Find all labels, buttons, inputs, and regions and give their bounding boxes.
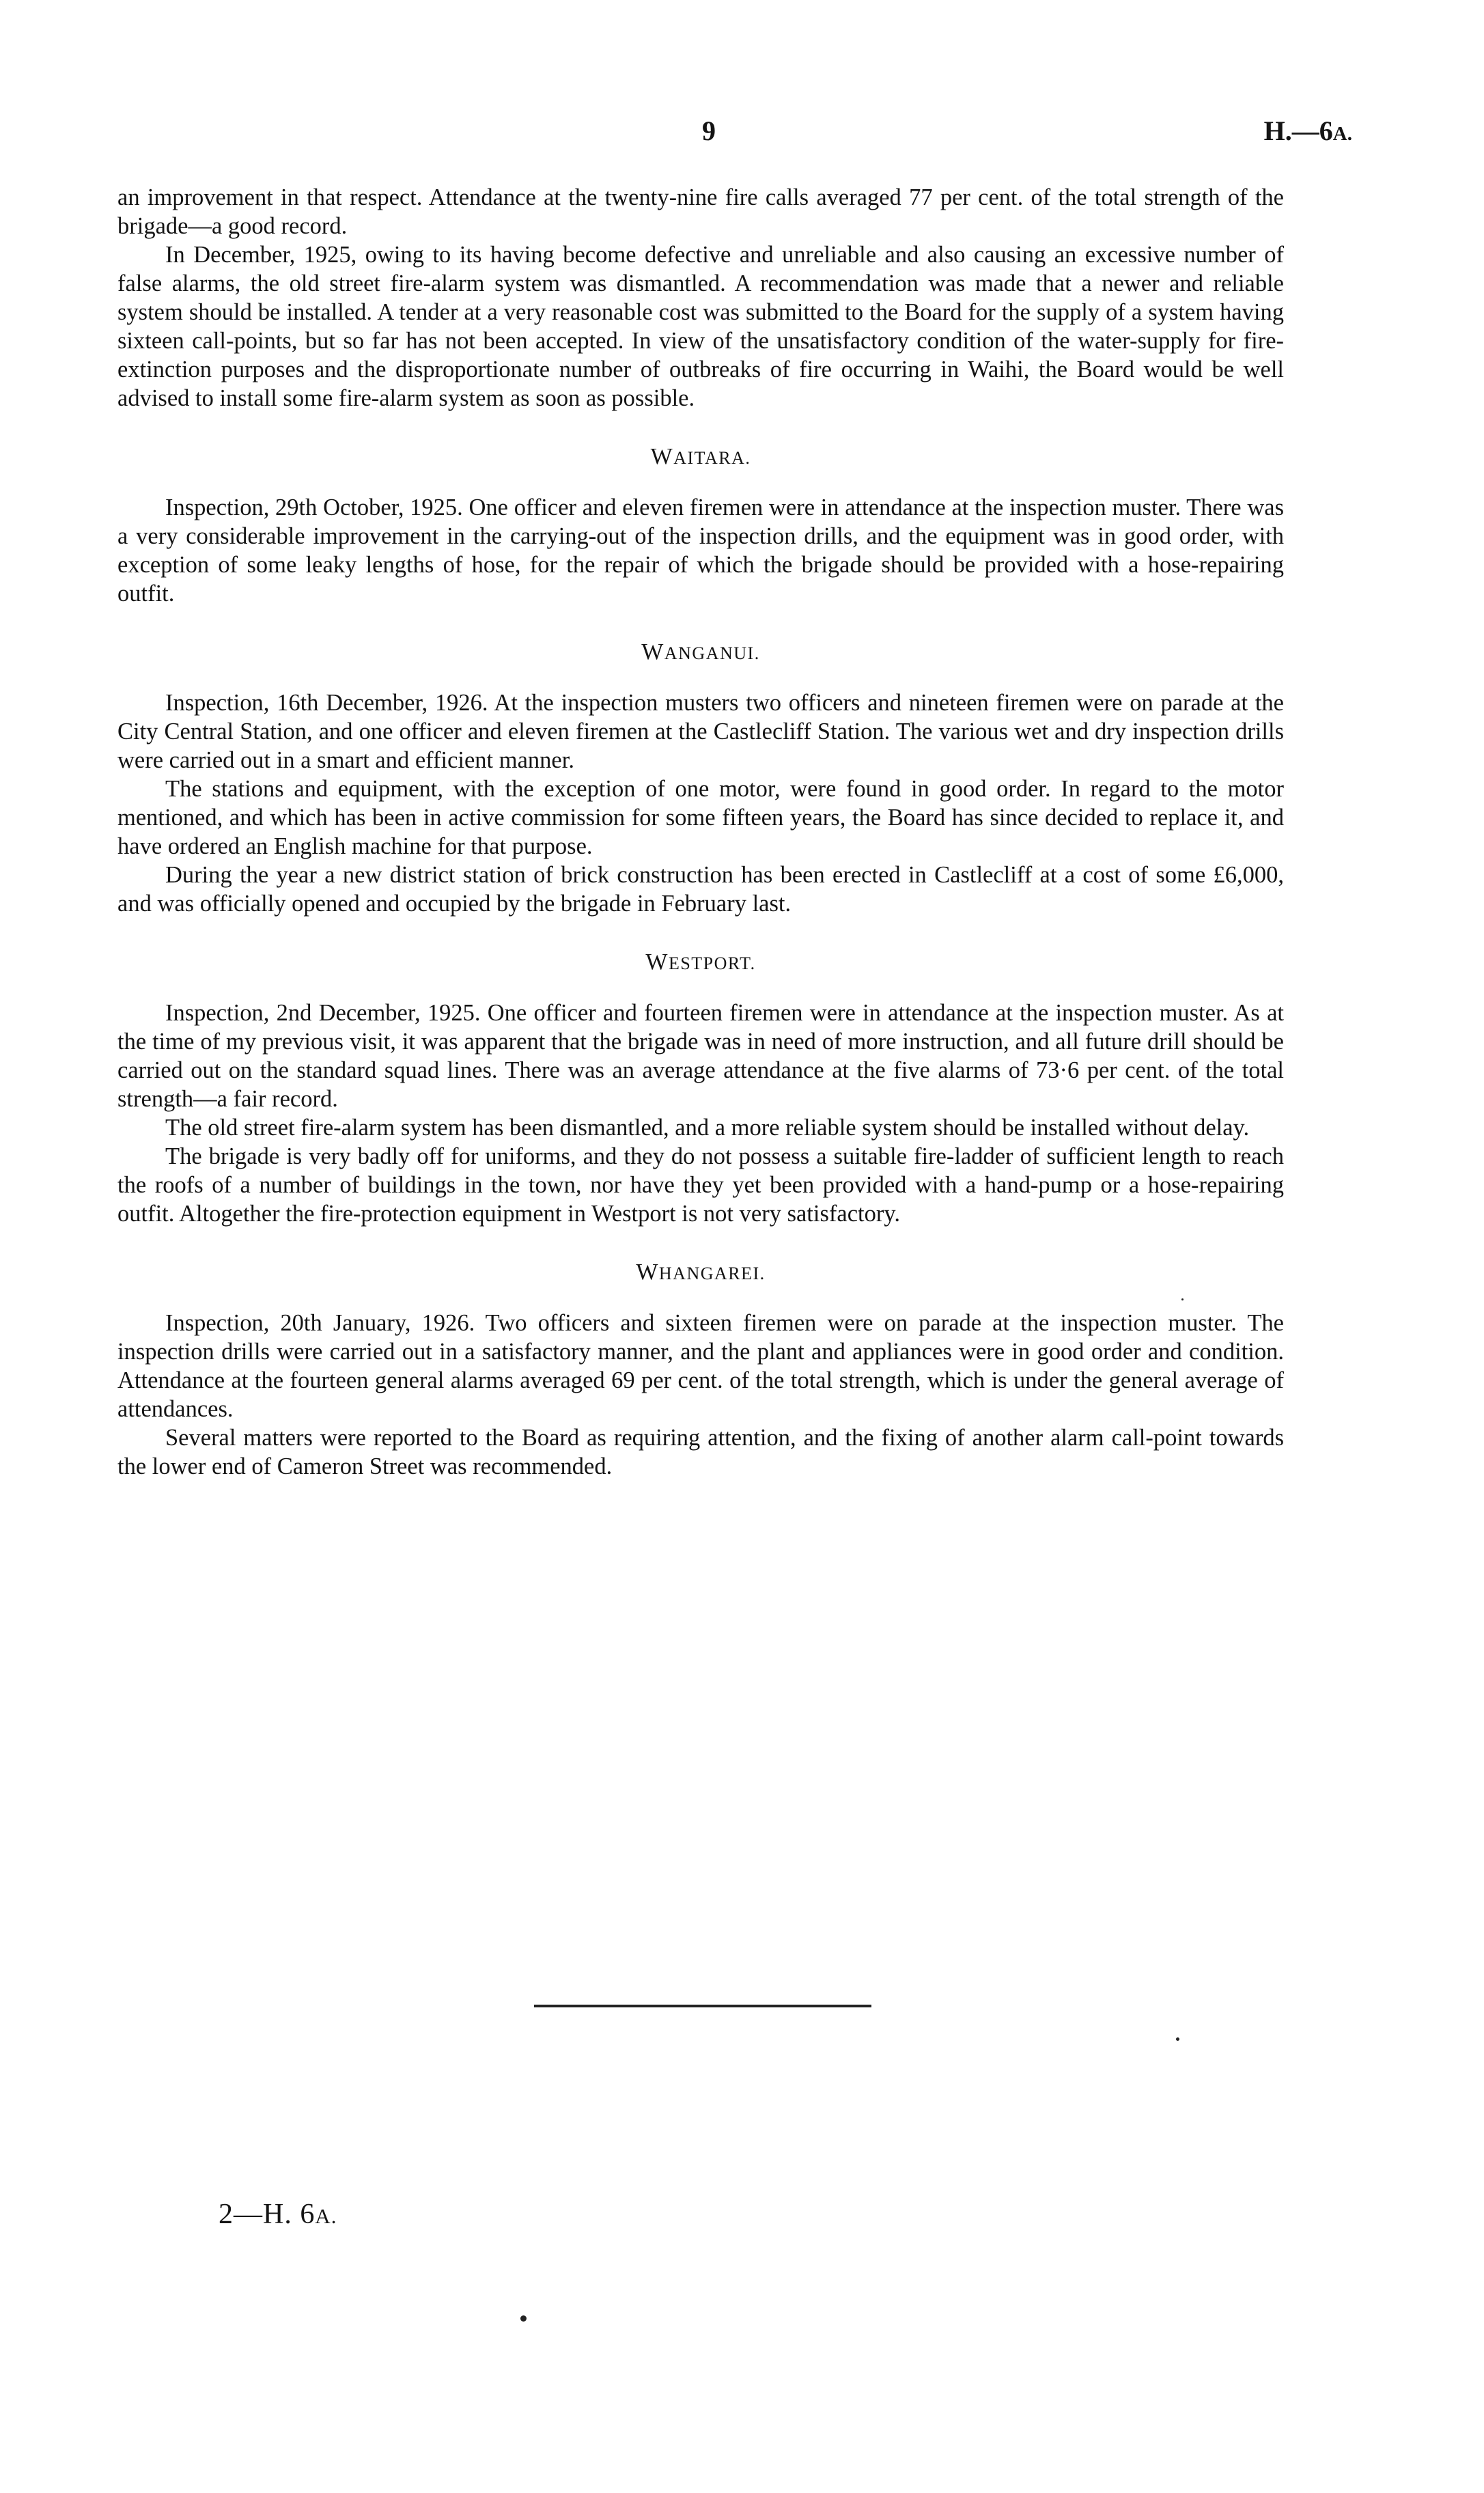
report-body	[117, 183, 1284, 1481]
scan-speck	[520, 2315, 527, 2322]
sheet-signature-suffix: A.	[315, 2204, 337, 2228]
westport-paragraph: The brigade is very badly off for uniforms, and they do not possess a suitable fire-ladder of sufficient length to reach the roofs of a number of buildings in the town, nor have they yet been provided with a hand-pump or a hose-repairing outfit. Altogether the fire-protection equipment in Westport is not very satisfactory.	[117, 1143, 1284, 1227]
heading-initial: W	[650, 444, 674, 469]
section-heading-wanganui	[117, 638, 1284, 668]
document-code-suffix: A.	[1332, 123, 1352, 145]
document-code-main: H.—6	[1263, 115, 1333, 146]
document-code	[1188, 115, 1352, 147]
wanganui-paragraph: The stations and equipment, with the exception of one motor, were found in good order. In regard to the motor mentioned, and which has been in active commission for some fifteen years, the Board has since decided to replace it, and have ordered an English machine for that purpose.	[117, 776, 1284, 859]
heading-rest: ESTPORT.	[668, 953, 756, 973]
section-heading-whangarei	[117, 1258, 1284, 1288]
heading-rest: HANGAREI.	[658, 1264, 766, 1283]
westport-paragraph: The old street fire-alarm system has been dismantled, and a more reliable system should be installed without delay.	[165, 1115, 1250, 1141]
waitara-paragraph: Inspection, 29th October, 1925. One officer and eleven firemen were in attendance at the inspection muster. There was a very considerable improvement in the carrying-out of the inspection drills, and the equipment was in good order, with exception of some leaky lengths of hose, for the repair of which the brigade should be provided with a hose-repairing outfit.	[117, 495, 1284, 607]
heading-rest: AITARA.	[673, 448, 751, 468]
heading-initial: W	[641, 639, 664, 665]
wanganui-paragraph: Inspection, 16th December, 1926. At the inspection musters two officers and nineteen firemen were on parade at the City Central Station, and one officer and eleven firemen at the Castlecliff Station. The various wet and dry inspection drills were carried out in a smart and efficient manner.	[117, 690, 1284, 773]
westport-paragraph: Inspection, 2nd December, 1925. One officer and fourteen firemen were in attendance at the inspection muster. As at the time of my previous visit, it was apparent that the brigade was in need of more instruction, and all future drill should be carried out on the standard squad lines. There was an average attendance at the five alarms of 73·6 per cent. of the total strength—a fair record.	[117, 1000, 1284, 1112]
whangarei-paragraph: Inspection, 20th January, 1926. Two officers and sixteen firemen were on parade at the inspection muster. The inspection drills were carried out in a satisfactory manner, and the plant and appliances were in good order and condition. Attendance at the fourteen general alarms averaged 69 per cent. of the total strength, which is under the general average of attendances.	[117, 1310, 1284, 1422]
wanganui-paragraph: During the year a new district station of brick construction has been erected in Castlecliff at a cost of some £6,000, and was officially opened and occupied by the brigade in February last.	[117, 862, 1284, 917]
scan-speck	[1176, 2037, 1179, 2041]
sheet-signature-main: 2—H. 6	[219, 2199, 316, 2230]
heading-initial: W	[636, 1259, 659, 1285]
whangarei-paragraph: Several matters were reported to the Board as requiring attention, and the fixing of another alarm call-point towards the lower end of Cameron Street was recommended.	[117, 1425, 1284, 1479]
page-number: 9	[702, 115, 716, 146]
scan-speck	[1181, 1298, 1184, 1300]
sheet-signature	[219, 2198, 337, 2231]
intro-paragraph: an improvement in that respect. Attendance at the twenty-nine fire calls averaged 77 per cent. of the total strength of the brigade—a good record.	[117, 184, 1284, 239]
heading-rest: ANGANUI.	[664, 643, 760, 663]
intro-paragraph: In December, 1925, owing to its having become defective and unreliable and also causing an excessive number of false alarms, the old street fire-alarm system was dismantled. A recommendation was made that a newer and reliable system should be installed. A tender at a very reasonable cost was submitted to the Board for the supply of a system having sixteen call-points, but so far has not been accepted. In view of the unsatisfactory condition of the water-supply for fire-extinction purposes and the disproportionate number of outbreaks of fire occurring in Waihi, the Board would be well advised to install some fire-alarm system as soon as possible.	[117, 242, 1284, 411]
section-heading-westport	[117, 948, 1284, 978]
section-heading-waitara	[117, 443, 1284, 473]
section-divider-rule	[534, 2005, 871, 2007]
heading-initial: W	[645, 949, 669, 975]
